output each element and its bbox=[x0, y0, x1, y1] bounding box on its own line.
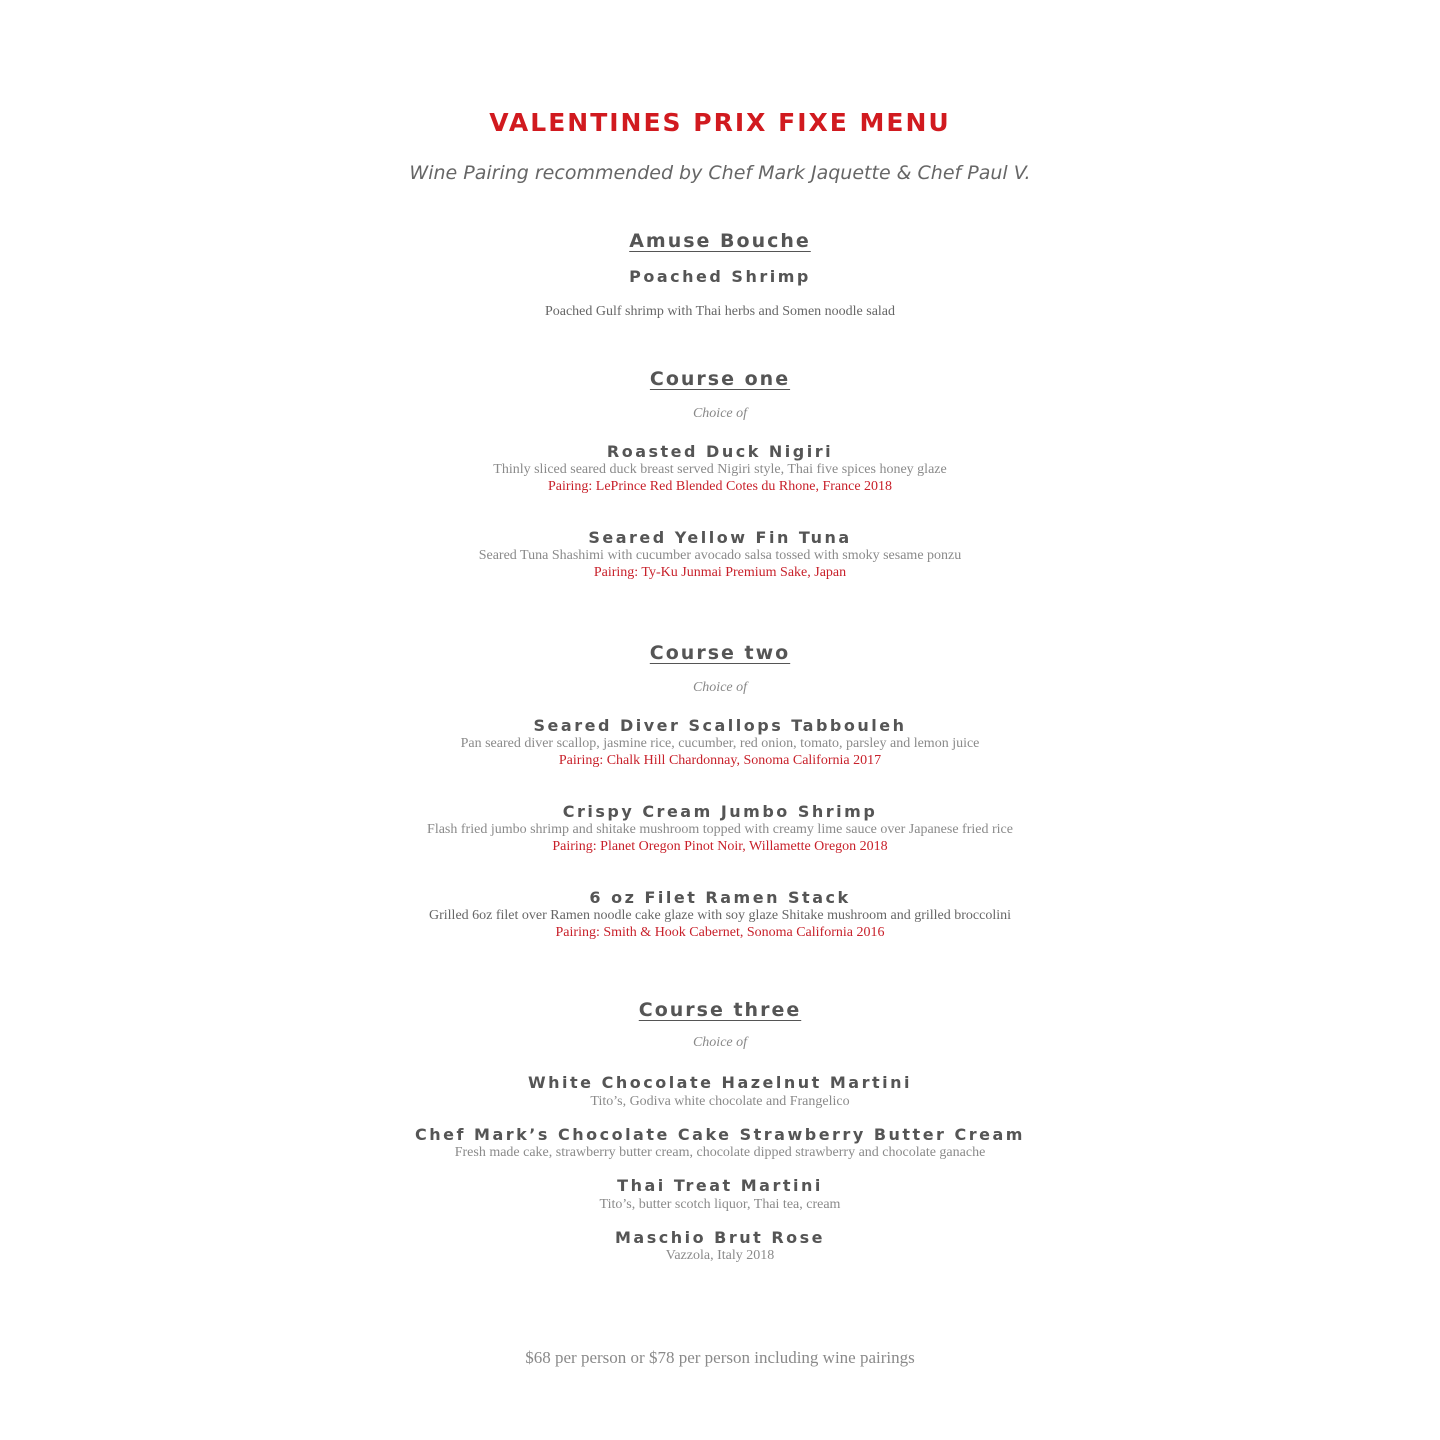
dish-description: Tito’s, Godiva white chocolate and Frangelico bbox=[590, 1094, 850, 1109]
dish-name: Roasted Duck Nigiri bbox=[606, 442, 834, 461]
dish-name: Poached Shrimp bbox=[629, 267, 811, 286]
dish-name: Seared Yellow Fin Tuna bbox=[588, 528, 852, 547]
wine-pairing: Pairing: Planet Oregon Pinot Noir, Willamette Oregon 2018 bbox=[552, 839, 888, 854]
section-heading-course-one: Course one bbox=[649, 368, 791, 390]
section-heading-course-three: Course three bbox=[638, 999, 802, 1021]
dish-name: White Chocolate Hazelnut Martini bbox=[528, 1073, 912, 1092]
price-note: $68 per person or $78 per person including wine pairings bbox=[525, 1348, 915, 1367]
dish-name: Maschio Brut Rose bbox=[614, 1228, 826, 1247]
dish-description: Pan seared diver scallop, jasmine rice, cucumber, red onion, tomato, parsley and lemon juice bbox=[460, 736, 980, 751]
menu-title: VALENTINES PRIX FIXE MENU bbox=[489, 108, 951, 137]
dish-description: Seared Tuna Shashimi with cucumber avocado salsa tossed with smoky sesame ponzu bbox=[478, 548, 962, 563]
choice-label: Choice of bbox=[692, 406, 748, 421]
dish-name: Thai Treat Martini bbox=[617, 1176, 823, 1195]
dish-description: Flash fried jumbo shrimp and shitake mushroom topped with creamy lime sauce over Japanese fried rice bbox=[427, 822, 1013, 837]
dish-name: 6 oz Filet Ramen Stack bbox=[589, 888, 851, 907]
wine-pairing: Pairing: Chalk Hill Chardonnay, Sonoma California 2017 bbox=[558, 753, 882, 768]
menu-subtitle: Wine Pairing recommended by Chef Mark Jaquette & Chef Paul V. bbox=[409, 162, 1031, 184]
dish-description: Fresh made cake, strawberry butter cream, chocolate dipped strawberry and chocolate ganache bbox=[454, 1145, 986, 1160]
section-heading-amuse-bouche: Amuse Bouche bbox=[629, 230, 811, 252]
dish-description: Vazzola, Italy 2018 bbox=[665, 1248, 775, 1263]
dish-description: Thinly sliced seared duck breast served Nigiri style, Thai five spices honey glaze bbox=[493, 462, 947, 477]
dish-name: Seared Diver Scallops Tabbouleh bbox=[533, 716, 907, 735]
dish-name: Chef Mark’s Chocolate Cake Strawberry Butter Cream bbox=[415, 1125, 1025, 1144]
wine-pairing: Pairing: Ty-Ku Junmai Premium Sake, Japan bbox=[593, 565, 847, 580]
dish-description: Tito’s, butter scotch liquor, Thai tea, cream bbox=[599, 1197, 841, 1212]
wine-pairing: Pairing: Smith & Hook Cabernet, Sonoma California 2016 bbox=[555, 925, 885, 940]
choice-label: Choice of bbox=[692, 1035, 748, 1050]
wine-pairing: Pairing: LePrince Red Blended Cotes du Rhone, France 2018 bbox=[547, 479, 893, 494]
dish-description: Poached Gulf shrimp with Thai herbs and Somen noodle salad bbox=[544, 304, 896, 319]
dish-name: Crispy Cream Jumbo Shrimp bbox=[562, 802, 878, 821]
section-heading-course-two: Course two bbox=[649, 642, 791, 664]
dish-description: Grilled 6oz filet over Ramen noodle cake glaze with soy glaze Shitake mushroom and grilled broccolini bbox=[429, 908, 1011, 923]
choice-label: Choice of bbox=[692, 680, 748, 695]
